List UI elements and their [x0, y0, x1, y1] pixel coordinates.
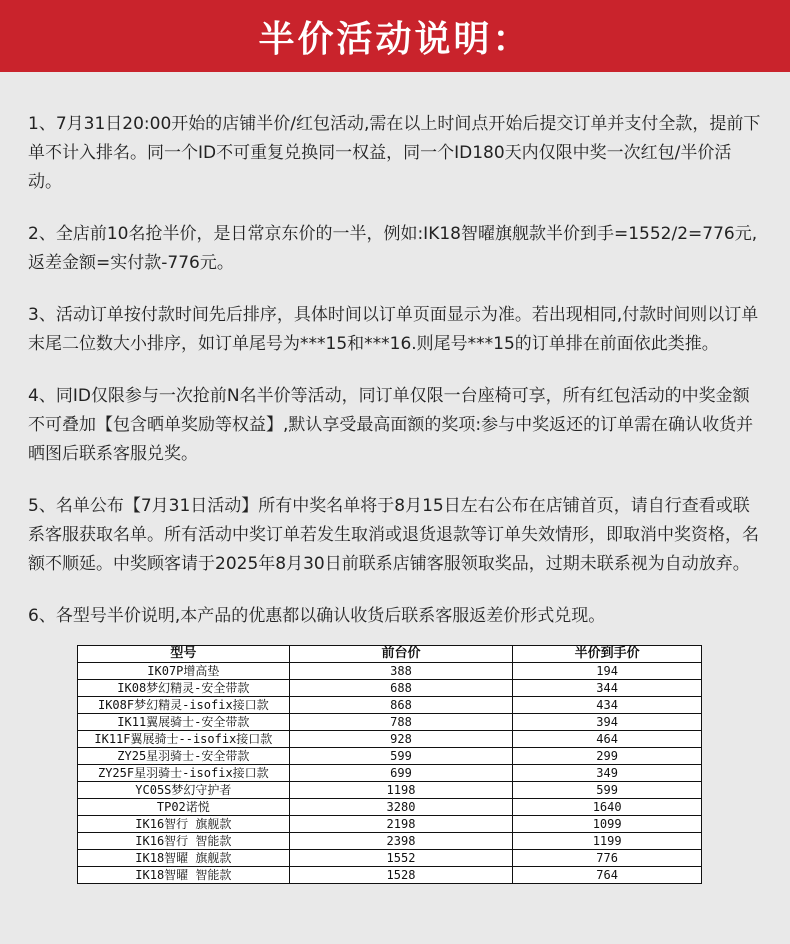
column-header-list-price: 前台价 — [289, 646, 513, 663]
list-price-cell: 1552 — [289, 850, 513, 867]
half-price-cell: 599 — [513, 782, 702, 799]
price-table-wrapper — [77, 645, 731, 884]
list-price-cell: 388 — [289, 663, 513, 680]
list-price-cell: 699 — [289, 765, 513, 782]
model-cell: IK11F翼展骑士--isofix接口款 — [78, 731, 290, 748]
page-title: 半价活动说明： — [258, 18, 532, 60]
table-row — [78, 765, 702, 782]
half-price-cell: 1199 — [513, 833, 702, 850]
list-price-cell: 1528 — [289, 867, 513, 884]
rule-paragraph-1: 1、7月31日20:00开始的店铺半价/红包活动,需在以上时间点开始后提交订单并支付全款，提前下单不计入排名。同一个ID不可重复兑换同一权益，同一个ID180天内仅限中奖一次红包/半价活动。 — [28, 114, 761, 192]
model-cell: IK16智行 智能款 — [78, 833, 290, 850]
half-price-cell: 1099 — [513, 816, 702, 833]
half-price-cell: 434 — [513, 697, 702, 714]
table-header-row — [78, 646, 702, 663]
table-row — [78, 697, 702, 714]
half-price-cell: 344 — [513, 680, 702, 697]
rule-paragraph-2: 2、全店前10名抢半价，是日常京东价的一半，例如:IK18智曜旗舰款半价到手=1552/2=776元,返差金额=实付款-776元。 — [28, 224, 758, 273]
half-price-cell: 299 — [513, 748, 702, 765]
half-price-cell: 776 — [513, 850, 702, 867]
table-row — [78, 799, 702, 816]
list-price-cell: 868 — [289, 697, 513, 714]
price-table — [77, 645, 702, 884]
half-price-cell: 394 — [513, 714, 702, 731]
half-price-cell: 349 — [513, 765, 702, 782]
title-banner — [0, 0, 790, 72]
table-row — [78, 833, 702, 850]
list-price-cell: 3280 — [289, 799, 513, 816]
list-price-cell: 599 — [289, 748, 513, 765]
table-row — [78, 782, 702, 799]
rule-paragraph-6: 6、各型号半价说明,本产品的优惠都以确认收货后联系客服返差价形式兑现。 — [28, 606, 606, 626]
model-cell: IK18智曜 旗舰款 — [78, 850, 290, 867]
list-price-cell: 788 — [289, 714, 513, 731]
rule-paragraph-4: 4、同ID仅限参与一次抢前N名半价等活动，同订单仅限一台座椅可享，所有红包活动的中奖金额不可叠加【包含晒单奖励等权益】,默认享受最高面额的奖项:参与中奖返还的订单需在确认收货并晒图后联系客服兑奖。 — [28, 386, 754, 464]
model-cell: IK08梦幻精灵-安全带款 — [78, 680, 290, 697]
list-price-cell: 2398 — [289, 833, 513, 850]
table-row — [78, 748, 702, 765]
model-cell: IK11翼展骑士-安全带款 — [78, 714, 290, 731]
model-cell: IK08F梦幻精灵-isofix接口款 — [78, 697, 290, 714]
model-cell: ZY25F星羽骑士-isofix接口款 — [78, 765, 290, 782]
model-cell: TP02诺悦 — [78, 799, 290, 816]
model-cell: IK16智行 旗舰款 — [78, 816, 290, 833]
column-header-half-price: 半价到手价 — [513, 646, 702, 663]
model-cell: YC05S梦幻守护者 — [78, 782, 290, 799]
half-price-cell: 764 — [513, 867, 702, 884]
list-price-cell: 688 — [289, 680, 513, 697]
rule-paragraph-5: 5、名单公布【7月31日活动】所有中奖名单将于8月15日左右公布在店铺首页，请自行查看或联系客服获取名单。所有活动中奖订单若发生取消或退货退款等订单失效情形，即取消中奖资格，名额不顺延。中奖顾客请于2025年8月30日前联系店铺客服领取奖品，过期未联系视为自动放弃。 — [28, 496, 759, 574]
model-cell: IK07P增高垫 — [78, 663, 290, 680]
rules-content — [0, 72, 790, 884]
table-row — [78, 731, 702, 748]
model-cell: IK18智曜 智能款 — [78, 867, 290, 884]
list-price-cell: 928 — [289, 731, 513, 748]
half-price-cell: 194 — [513, 663, 702, 680]
list-price-cell: 2198 — [289, 816, 513, 833]
table-row — [78, 867, 702, 884]
list-price-cell: 1198 — [289, 782, 513, 799]
table-row — [78, 714, 702, 731]
model-cell: ZY25星羽骑士-安全带款 — [78, 748, 290, 765]
half-price-cell: 464 — [513, 731, 702, 748]
table-row — [78, 663, 702, 680]
table-row — [78, 816, 702, 833]
rule-paragraph-3: 3、活动订单按付款时间先后排序，具体时间以订单页面显示为准。若出现相同,付款时间则以订单末尾二位数大小排序，如订单尾号为***15和***16.则尾号***15的订单排在前面依此类推。 — [28, 305, 759, 354]
half-price-cell: 1640 — [513, 799, 702, 816]
table-row — [78, 850, 702, 867]
column-header-model: 型号 — [78, 646, 290, 663]
table-row — [78, 680, 702, 697]
